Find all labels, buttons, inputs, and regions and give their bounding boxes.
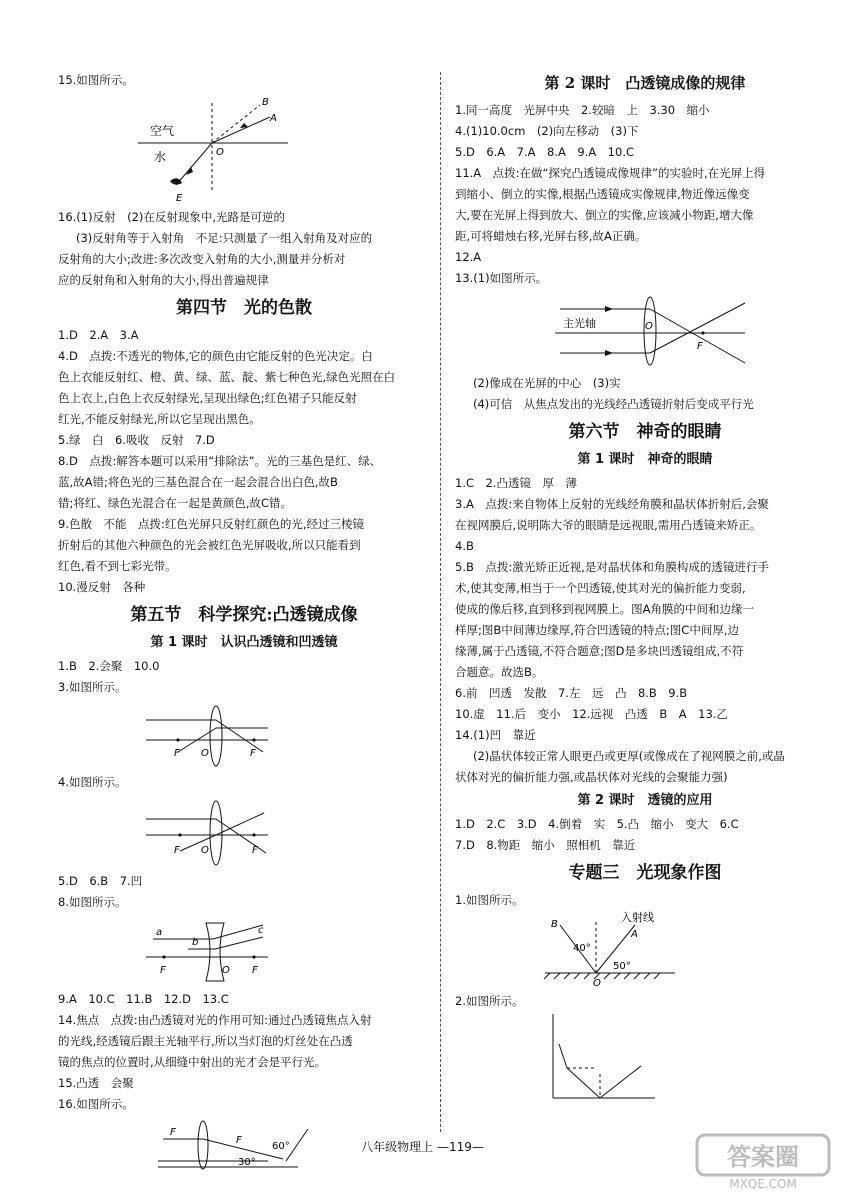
answer-line: 5.D 6.B 7.凹 <box>58 874 143 888</box>
answer-line: 8.如图所示。 <box>58 895 127 909</box>
answer-line: F <box>170 1127 176 1138</box>
answer-line: 红光,不能反射绿光,所以它呈现出黑色。 <box>58 412 261 426</box>
left-column <box>58 70 430 1177</box>
answer-line: B <box>262 97 269 108</box>
answer-line: 反射角的大小;改进:多次改变入射角的大小,测量并分析对 <box>58 252 346 266</box>
answer-line: 6.前 凹透 发散 7.左 远 凸 8.B 9.B <box>455 686 688 700</box>
answer-line: 12.A <box>455 250 482 264</box>
answer-line: 14.焦点 点拨:由凸透镜对光的作用可知:通过凸透镜焦点入射 <box>58 1013 372 1027</box>
answer-line: 1.同一高度 光屏中央 2.较暗 上 3.30 缩小 <box>455 103 710 117</box>
main-axis-label: 主光轴 <box>563 317 596 330</box>
lesson-1-title: 第 1 课时 认识凸透镜和凹透镜 <box>150 635 338 650</box>
answer-line: 1.D 2.A 3.A <box>58 328 139 342</box>
answer-line: 样厚;图B中间薄边缘厚,符合凹透镜的特点;图C中间厚,边 <box>455 623 739 637</box>
answer-line: O <box>593 978 601 989</box>
answer-line: 蓝,故A错;将色光的三基色混合在一起会混合出白色,故B <box>58 475 338 489</box>
answer-line: 9.A 10.C 11.B 12.D 13.C <box>58 992 229 1006</box>
answer-line: 状体对光的偏折能力强,或晶状体对光线的会聚能力强) <box>455 770 728 784</box>
section-6-title: 第六节 神奇的眼睛 <box>568 422 722 442</box>
answer-line: 50° <box>613 961 631 972</box>
answer-line: O <box>645 321 653 332</box>
convex-lens-figure-13 <box>455 291 755 369</box>
answer-line: 14.(1)凹 靠近 <box>455 728 536 742</box>
page-footer: 八年级物理上 —119— <box>361 1140 484 1154</box>
answer-line: O <box>222 965 230 976</box>
answer-line: 色上衣能反射红、橙、黄、绿、蓝、靛、紫七种色光,绿色光照在白 <box>58 370 396 384</box>
answer-line: 10.虚 11.后 变小 12.远视 凸透 B A 13.乙 <box>455 707 728 721</box>
answer-line: (4)可信 从焦点发出的光线经凸透镜折射后变成平行光 <box>473 397 754 411</box>
answer-line: 8.D 点拨:解答本题可以采用“排除法”。光的三基色是红、绿、 <box>58 454 382 468</box>
water-label: 水 <box>154 150 167 164</box>
answer-line: a <box>156 927 163 938</box>
lesson-6-1-title: 第 1 课时 神奇的眼睛 <box>577 452 713 467</box>
convex-lens-figure-4 <box>58 795 278 867</box>
answer-line: 4.(1)10.0cm (2)向左移动 (3)下 <box>455 124 639 138</box>
answer-line: 术,使其变薄,相当于一个凹透镜,使其对光的偏折能力变弱, <box>455 581 746 595</box>
answer-line: F <box>160 965 166 976</box>
column-divider <box>440 72 441 1132</box>
svg-text:答案圈: 答案圈 <box>727 1143 799 1171</box>
answer-line: 红色,看不到七彩光带。 <box>58 559 177 573</box>
answer-line: 到缩小、倒立的实像,根据凸透镜成实像规律,物近像远像变 <box>455 187 750 201</box>
answer-line: O <box>201 748 209 759</box>
answer-line: 的光线,经透镜后跟主光轴平行,所以当灯泡的灯丝处在凸透 <box>58 1034 353 1048</box>
answer-line: 在视网膜后,说明陈大爷的眼睛是远视眼,需用凸透镜来矫正。 <box>455 518 762 532</box>
topic-3-title: 专题三 光现象作图 <box>568 863 722 883</box>
answer-line: 4.如图所示。 <box>58 775 127 789</box>
answer-line: c <box>258 925 264 936</box>
answer-line: 镜的焦点的位置时,从细缝中射出的光才会是平行光。 <box>58 1055 327 1069</box>
answer-line: 大,要在光屏上得到放大、倒立的实像,应该减小物距,增大像 <box>455 208 754 222</box>
answer-line: F <box>252 965 258 976</box>
right-column <box>455 70 835 1108</box>
answer-line: 1.D 2.C 3.D 4.倒着 实 5.凸 缩小 变大 6.C <box>455 817 739 831</box>
section-5-title: 第五节 科学探究:凸透镜成像 <box>130 605 358 625</box>
answer-line: 10.漫反射 各种 <box>58 580 146 594</box>
answer-line: (3)反射角等于入射角 不足:只测量了一组入射角及对应的 <box>76 231 373 245</box>
answer-line: (2)像成在光屏的中心 (3)实 <box>473 376 621 390</box>
answer-line: 60° <box>272 1141 290 1152</box>
answer-line: F <box>252 845 258 856</box>
answer-line: 11.A 点拨:在做“探究凸透镜成像规律”的实验时,在光屏上得 <box>455 166 766 180</box>
answer-line: 应的反射角和入射角的大小,得出普遍规律 <box>58 273 269 287</box>
answer-line: (2)晶状体较正常人眼更凸或更厚(或像成在了视网膜之前,或晶 <box>473 749 785 763</box>
incident-ray-label: 入射线 <box>621 911 654 924</box>
svg-text:MXQE.COM: MXQE.COM <box>729 1177 797 1191</box>
answer-line: 5.D 6.A 7.A 8.A 9.A 10.C <box>455 145 635 159</box>
answer-line: F <box>174 748 180 759</box>
answer-line: b <box>192 937 199 948</box>
refraction-figure <box>58 93 277 204</box>
answer-line: F <box>697 341 703 352</box>
answer-line: 15.凸透 会聚 <box>58 1076 134 1090</box>
answer-line: B <box>551 919 558 930</box>
answer-line: O <box>216 147 224 158</box>
answer-line: 1.C 2.凸透镜 厚 薄 <box>455 476 577 490</box>
answer-line: 合题意。故选B。 <box>455 665 544 679</box>
answer-line: A <box>270 113 277 124</box>
answer-line: 16.如图所示。 <box>58 1097 134 1111</box>
answer-line: 缘薄,属于凸透镜,不符合题意;图D是多块凹透镜组成,不符 <box>455 644 744 658</box>
mirror-figure-t2 <box>455 1014 755 1104</box>
answer-line: E <box>176 193 183 204</box>
answer-line: 9.色散 不能 点拨:红色光屏只反射红颜色的光,经过三棱镜 <box>58 517 364 531</box>
answer-line: 30° <box>238 1157 256 1168</box>
convex-lens-figure-3 <box>58 700 278 768</box>
reflection-figure-t1 <box>455 913 755 987</box>
answer-line: 3.如图所示。 <box>58 680 127 694</box>
answer-line: 5.B 点拨:激光矫正近视,是对晶状体和角膜构成的透镜进行手 <box>455 560 769 574</box>
air-label: 空气 <box>150 124 175 138</box>
answer-line: F <box>250 748 256 759</box>
q15-label: 15.如图所示。 <box>58 73 134 87</box>
answer-line: 1.如图所示。 <box>455 893 524 907</box>
answer-line: 折射后的其他六种颜色的光会被红色光屏吸收,所以只能看到 <box>58 538 361 552</box>
answer-line: 4.B <box>455 539 474 553</box>
answer-line: 1.B 2.会聚 10.0 <box>58 659 160 673</box>
concave-lens-figure-8 <box>58 915 278 985</box>
answer-line: 使成的像后移,直到移到视网膜上。图A角膜的中间和边缘一 <box>455 602 755 616</box>
answer-line: A <box>631 929 638 940</box>
answer-line: F <box>236 1135 242 1146</box>
section-4-title: 第四节 光的色散 <box>176 298 312 318</box>
answer-line: 7.D 8.物距 缩小 照相机 靠近 <box>455 838 636 852</box>
answer-line: 错;将红、绿色光混合在一起是黄颜色,故C错。 <box>58 496 293 510</box>
answer-line: 40° <box>573 943 591 954</box>
watermark-logo <box>695 1133 831 1191</box>
answer-line: 4.D 点拨:不透光的物体,它的颜色由它能反射的色光决定。白 <box>58 349 373 363</box>
lesson-2-title: 第 2 课时 凸透镜成像的规律 <box>544 74 746 92</box>
lesson-6-2-title: 第 2 课时 透镜的应用 <box>577 793 713 808</box>
answer-line: 3.A 点拨:来自物体上反射的光线经角膜和晶状体折射后,会聚 <box>455 497 769 511</box>
answer-line: 5.绿 白 6.吸收 反射 7.D <box>58 433 215 447</box>
answer-line: O <box>201 845 209 856</box>
answer-line: 色上衣上,白色上衣反射绿光,呈现出绿色;红色裙子只能反射 <box>58 391 357 405</box>
answer-line: F <box>174 845 180 856</box>
answer-line: 13.(1)如图所示。 <box>455 271 548 285</box>
answer-line: 2.如图所示。 <box>455 994 524 1008</box>
answer-line: 距,可将蜡烛右移,光屏右移,故A正确。 <box>455 229 647 243</box>
answer-line: 16.(1)反射 (2)在反射现象中,光路是可逆的 <box>58 210 286 224</box>
